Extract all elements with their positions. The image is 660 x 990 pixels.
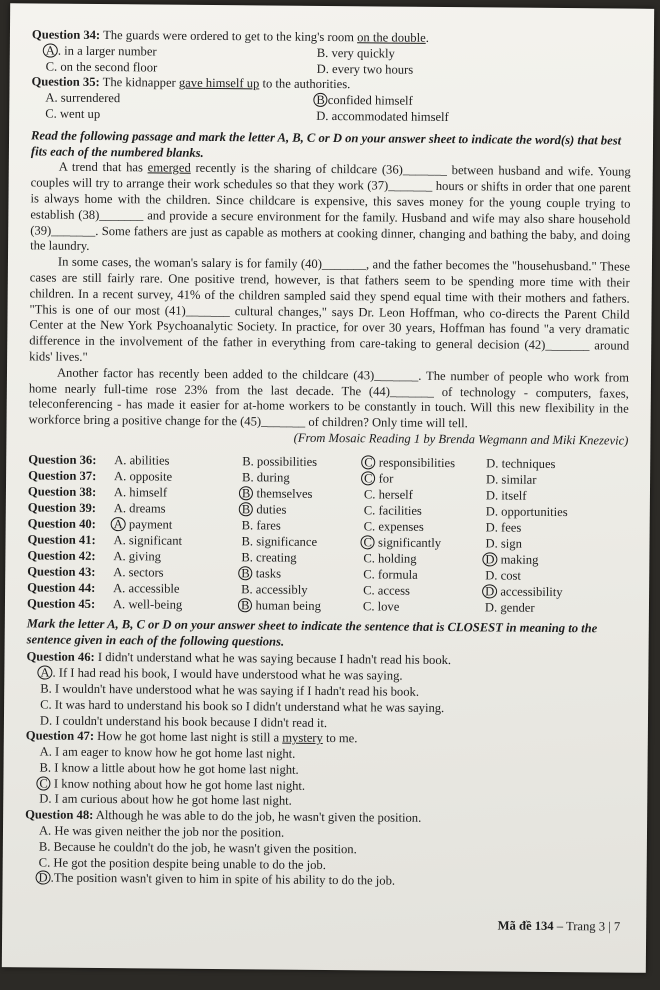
exam-code: Mã đề 134 (497, 918, 554, 933)
answer-circle: A (37, 666, 52, 680)
option-a-text: in a larger number (64, 43, 157, 59)
option-a (114, 517, 242, 534)
option-d: D. I am curious about how he got home last night. (39, 791, 292, 809)
question-label: Question 41: (27, 532, 96, 547)
answer-circle: A (111, 517, 126, 531)
option-a: A. well-being (112, 596, 183, 612)
question-label: Question 44: (27, 580, 96, 595)
option-text: making (500, 552, 539, 567)
page-number: – Trang 3 | 7 (553, 918, 621, 934)
option-d: D .The position wasn't given to him in spite of his ability to do the job. (25, 871, 625, 892)
option-d: D. opportunities (485, 504, 568, 519)
source-authors: by Brenda Wegmann and Miki Knezevic) (420, 431, 629, 448)
question-label: Question 45: (26, 596, 96, 611)
answer-circle: B (238, 566, 253, 580)
option-c: C. love (362, 599, 400, 614)
option-b: B. possibilities (242, 453, 318, 469)
question-text: How he got home last night is still a (97, 729, 283, 745)
question-text: I didn't understand what he was saying because I hadn't read his book. (97, 650, 452, 668)
source-prefix: (From (293, 430, 329, 445)
option-b (242, 502, 364, 519)
option-b (241, 566, 363, 583)
question-48 (25, 808, 626, 892)
question-label: Question 38: (27, 484, 97, 499)
question-label: Question 46: (26, 649, 95, 665)
option-c (364, 471, 486, 488)
question-label: Question 37: (28, 468, 97, 483)
question-label: Question 48: (25, 807, 94, 823)
option-a: A. abilities (114, 452, 170, 468)
answer-circle: C (361, 471, 376, 485)
para1-rest: recently is the sharing of childcare (36)_______ between husband and wife. Young couples will try to arrange their work schedules so that they work (37)_______ hours or shifts in order that one parent is always home with the children. Since childcare is expensive, this saves money for the young couple trying to establish (38)_______ and provide a secure environment for the family. Husband and wife may also share household (39)_______. Some fathers are just as capable as mothers at cooking dinner, changing and bathing the baby, and doing the laundry. (30, 161, 631, 254)
answer-circle: B (238, 598, 253, 612)
answer-circle: D (482, 552, 497, 566)
option-a: A. dreams (113, 500, 166, 516)
option-b (241, 598, 363, 615)
option-d-text: The position wasn't given to him in spite of his ability to do the job. (53, 871, 396, 889)
option-a: A. accessible (113, 580, 180, 596)
option-d: D. similar (486, 472, 537, 487)
option-b: B. during (242, 469, 290, 485)
option-b: B. very quickly (316, 45, 395, 61)
question-text: The guards were ordered to get to the king's room (103, 28, 358, 45)
answer-circle: B (313, 93, 328, 107)
question-label: Question 42: (27, 548, 96, 563)
option-text: accessibility (500, 584, 563, 599)
section-instruction: Mark the letter A, B, C or D on your answer sheet to indicate the sentence that is CLOSEST in meaning to the sentence given in each of the following questions. (26, 616, 598, 649)
option-text: responsibilities (378, 455, 456, 470)
option-c: C. went up (45, 106, 101, 121)
option-b: B. Because he couldn't do the job, he wasn't given the position. (38, 839, 357, 857)
option-b: B. I wouldn't have understood what he was saying if I hadn't read his book. (40, 681, 420, 699)
question-label: Question 34: (31, 27, 101, 42)
option-a: A. himself (113, 484, 168, 500)
option-a: A. He was given neither the job nor the position. (38, 823, 285, 840)
option-c: C. expenses (363, 519, 424, 534)
option-text: for (378, 471, 394, 486)
option-c (363, 535, 485, 552)
option-b: B. significance (241, 533, 318, 549)
option-d: D. I couldn't understand his book because I didn't read it. (39, 712, 328, 730)
answer-circle: C (361, 455, 376, 469)
option-b: B. fares (241, 517, 281, 533)
option-c-text: I know nothing about how he got home last night. (53, 776, 306, 793)
option-c: C. formula (363, 567, 418, 582)
option-a: A. sectors (113, 564, 164, 580)
option-b: B. accessibly (241, 581, 308, 597)
underlined-word: emerged (147, 160, 191, 176)
passage-instruction: Read the following passage and mark the letter A, B, C or D on your answer sheet to indicate the word(s) that best fits each of the numbered blanks. (30, 128, 622, 160)
option-d: D. accommodated himself (316, 108, 449, 125)
option-b: B. creating (241, 549, 297, 565)
answer-circle: C (360, 535, 375, 549)
option-d: D. itself (485, 488, 527, 503)
option-a: A. I am eager to know how he got home last night. (39, 744, 296, 761)
question-46 (26, 650, 627, 734)
option-c: C. herself (363, 487, 413, 502)
question-text-end: to me. (322, 731, 358, 746)
option-a-text: If I had read his book, I would have understood what he was saying. (58, 665, 403, 683)
option-b: B. I know a little about how he got home last night. (39, 760, 299, 777)
question-text: The kidnapper (102, 75, 179, 91)
underlined-phrase: gave himself up (178, 76, 260, 91)
option-c: C. holding (363, 551, 417, 566)
option-a: A. opposite (114, 468, 173, 484)
answer-circle: C (36, 776, 51, 790)
exam-page (2, 3, 654, 973)
option-text: duties (256, 502, 287, 517)
passage-paragraph-3: Another factor has recently been added to the childcare (43)_______. The number of people who work from home nearly full-time rose 23% from the last decade. The (44)_______ of technology - computers, faxes, teleconferencing - has made it easier for at-home workers to be constantly in touch. Will this new flexibility in the workforce bring a positive change for the (45)_______ of children? Only time will tell. (28, 365, 630, 431)
option-text: payment (128, 516, 173, 532)
option-text: human being (255, 598, 322, 613)
option-a: A. surrendered (45, 90, 121, 106)
answer-circle: D (482, 584, 497, 598)
question-label: Question 47: (25, 728, 95, 744)
option-d: D. fees (485, 520, 522, 535)
answer-circle: B (239, 502, 254, 516)
answer-circle: A (43, 43, 58, 57)
option-d: D. sign (485, 536, 522, 551)
option-d: D. every two hours (316, 61, 414, 77)
option-text: significantly (378, 535, 442, 550)
answer-circle: B (239, 486, 254, 500)
option-b (242, 486, 364, 503)
question-label: Question 43: (27, 564, 96, 579)
option-b-text: confided himself (327, 93, 413, 108)
page-content (25, 27, 632, 891)
question-label: Question 35: (31, 74, 100, 90)
passage-paragraph-1 (30, 160, 631, 260)
option-c: C. He got the position despite being unable to do the job. (38, 855, 326, 872)
question-text-end: to the authorities. (259, 76, 351, 92)
answer-circle: D (36, 871, 51, 885)
option-d (485, 552, 567, 569)
question-text-end: . (425, 30, 429, 45)
page-footer (498, 918, 621, 934)
question-34 (32, 27, 632, 80)
question-label: Question 36: (28, 452, 97, 467)
passage-paragraph-2: In some cases, the woman's salary is for family (40)_______, and the father becomes the "househusband." These cases are still fairly rare. One positive trend, however, is that fathers seem to be spending more time with their children. In a recent survey, 41% of the children sampled said they spend equal time with their mothers and fathers. "This is one of our most (41)_______ cultural changes," says Dr. Leon Hoffman, who co-directs the Parent Child Center at the New York Psychoanalytic Society. In practice, for over 30 years, Hoffman has found "a very dramatic difference in the involvement of the father in everything from care-taking to general decision (42)_______ around kids' lives." (29, 254, 631, 364)
question-text: Although he was able to do the job, he wasn't given the position. (95, 808, 422, 826)
option-a: A. significant (113, 532, 183, 548)
option-d: D. gender (484, 600, 535, 615)
question-label: Question 39: (27, 500, 97, 515)
option-c: C. on the second floor (45, 59, 158, 75)
question-35 (31, 75, 631, 128)
option-c: C. It was hard to understand his book so I didn't understand what he was saying. (40, 697, 445, 715)
option-d (485, 584, 567, 601)
question-label: Question 40: (27, 516, 96, 531)
para1-start: A trend that has (58, 160, 148, 175)
option-text: tasks (255, 566, 282, 581)
question-47 (25, 729, 626, 813)
option-a: A . If I had read his book, I would have understood what he was saying. (26, 665, 626, 686)
answer-options-table (27, 452, 568, 617)
option-d: D. techniques (486, 456, 556, 471)
underlined-word: mystery (282, 730, 323, 746)
option-c (364, 455, 486, 472)
option-a: A . in a larger number (32, 43, 317, 61)
option-text: themselves (256, 486, 313, 501)
source-title: Mosaic Reading 1 (328, 430, 421, 446)
option-a: A. giving (113, 548, 162, 564)
option-d: D. cost (485, 568, 521, 583)
underlined-phrase: on the double (357, 30, 426, 45)
option-c: C. facilities (363, 503, 422, 518)
option-c: C. access (363, 583, 411, 598)
